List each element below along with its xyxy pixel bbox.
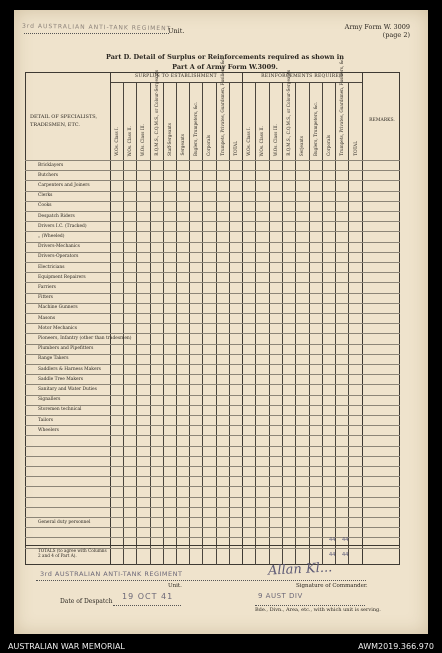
reinf-column-header [255, 86, 268, 156]
row-rule [25, 374, 400, 375]
form-title-line1: Part D. Detail of Surplus or Reinforcements required as shown in [105, 53, 344, 61]
row-rule [25, 405, 400, 406]
form-number [330, 23, 410, 39]
surplus-column-header-label: Trumpets, Privates, Guardsmen, Fusiliers, &c. [219, 57, 225, 156]
row-rule [25, 364, 400, 365]
form-title [80, 52, 370, 72]
row-rule [25, 313, 400, 314]
row-rule [25, 211, 400, 212]
row-rule [25, 180, 400, 181]
row-label: Farriers [38, 284, 56, 290]
row-rule [25, 160, 400, 161]
row-label: Tailors [38, 417, 54, 423]
surplus-column-header [110, 86, 123, 156]
totals-separator [25, 545, 400, 546]
row-label: „ (Wheeled) [38, 233, 65, 239]
unit-line [24, 33, 169, 34]
reinf-column-header-label: Serjeants [299, 135, 305, 156]
despatch-line [113, 605, 181, 606]
general-duty-label: General duty personnel [38, 519, 91, 525]
row-rule [25, 435, 400, 436]
row-label: Butchers [38, 172, 59, 178]
row-label: Carpenters and Joiners [38, 182, 90, 188]
row-rule [25, 221, 400, 222]
row-rule [25, 170, 400, 171]
row-label: Pioneers, Infantry (other than tradesmen) [38, 335, 132, 341]
footer-unit-label: Unit. [168, 583, 182, 589]
row-label: Electricians [38, 264, 65, 270]
row-label: Signallers [38, 397, 61, 403]
row-label: Saddlers & Harness Makers [38, 366, 101, 372]
row-label: Storemen technical [38, 407, 82, 413]
remarks-column-header: REMARKS. [369, 118, 395, 123]
surplus-column-header-label: R.Q.M.S., C.Q.M.S., or Colour-Sergeants [153, 70, 159, 156]
row-label: Motor Mechanics [38, 325, 77, 331]
commander-signature: Allan Kl... [267, 560, 333, 579]
detail-header-line2: TRADESMEN, ETC. [30, 122, 81, 128]
surplus-column-header [123, 86, 136, 156]
row-label: Bricklayers [38, 162, 64, 168]
reinf-column-header-label: W.Os. Class II. [259, 125, 265, 156]
totals-row-label: TOTALS (to agree with Columns 2 and 4 of Part A). [38, 548, 107, 558]
row-rule [25, 384, 400, 385]
row-rule [25, 507, 400, 508]
row-rule [25, 293, 400, 294]
archive-caption: AUSTRALIAN WAR MEMORIAL [8, 642, 125, 651]
reinforcements-group-rule [242, 82, 362, 83]
detail-column-header [30, 113, 115, 129]
form-title-line2: Part A of Army Form W.3009. [172, 63, 278, 71]
row-rule [25, 252, 400, 253]
row-rule [25, 323, 400, 324]
row-rule [25, 242, 400, 243]
row-label: Machine Gunners [38, 305, 78, 311]
row-rule [25, 446, 400, 447]
surplus-column-header-label: Buglers, Trumpeters, &c. [193, 101, 199, 156]
row-rule [25, 456, 400, 457]
row-label: Despatch Riders [38, 213, 75, 219]
tally-value: 44 [342, 552, 349, 558]
detail-header-line1: DETAIL OF SPECIALISTS, [30, 114, 98, 120]
reinf-column-header-label: W.Os. Class III. [272, 123, 278, 156]
row-rule [25, 527, 400, 528]
form-number-line1: Army Form W. 3009 [344, 23, 410, 31]
surplus-group-title: SURPLUS TO ESTABLISHMENT [135, 74, 217, 79]
bde-line [255, 605, 365, 606]
tally-value: 44 [329, 537, 336, 543]
row-label: Equipment Repairers [38, 274, 86, 280]
surplus-column-header [150, 70, 163, 156]
surplus-column-header-label: Sergeants [180, 134, 186, 156]
reinf-column-header-label: Buglers, Trumpeters, &c. [312, 101, 318, 156]
row-rule [25, 262, 400, 263]
archive-reference: AWM2019.366.970 [358, 642, 434, 651]
reinf-column-header-label: TOTAL [352, 141, 358, 156]
row-rule [25, 344, 400, 345]
row-rule [25, 425, 400, 426]
reinf-column-header [242, 86, 255, 156]
surplus-column-header [202, 86, 215, 156]
row-rule [25, 333, 400, 334]
reinforcements-group-title: REINFORCEMENTS REQUIRED [261, 74, 343, 79]
row-rule [25, 486, 400, 487]
row-rule [25, 466, 400, 467]
row-rule [25, 354, 400, 355]
row-label: Drivers I.C. (Tracked) [38, 223, 87, 229]
despatch-date-handwritten: 19 OCT 41 [122, 592, 174, 601]
reinf-column-header [335, 57, 348, 156]
unit-handwritten: 3rd AUSTRALIAN ANTI-TANK REGIMENT [40, 570, 183, 578]
surplus-column-header-label: W.Os. Class II. [127, 125, 133, 156]
row-label: Fitters [38, 295, 53, 301]
tally-value: 44 [342, 537, 349, 543]
row-rule [25, 231, 400, 232]
row-rule [25, 395, 400, 396]
row-label: Masons [38, 315, 56, 321]
reinf-column-header [348, 86, 361, 156]
row-label: Drivers-Operators [38, 254, 79, 260]
surplus-column-header-label: TOTAL [232, 141, 238, 156]
header-unit-label: Unit. [168, 27, 185, 35]
column-rule [362, 73, 363, 565]
row-label: Wheelers [38, 427, 59, 433]
reinf-column-header-label: R.Q.M.S., C.Q.M.S., or Colour-Sergeants [286, 70, 292, 156]
row-label: Saddle Tree Makers [38, 376, 83, 382]
tally-value: 44 [329, 552, 336, 558]
despatch-label: Date of Despatch [60, 598, 113, 605]
surplus-column-header [163, 86, 176, 156]
row-label: Range Takers [38, 356, 69, 362]
surplus-column-header [176, 86, 189, 156]
row-rule [25, 415, 400, 416]
footer-unit-line [36, 580, 366, 581]
signature-label: Signature of Commander. [296, 583, 368, 589]
row-label: Plumbers and Pipefitters [38, 346, 94, 352]
reinf-column-header-label: Trumpets, Privates, Guardsmen, Fusiliers, &c. [339, 57, 345, 156]
unit-stamp-text: 3rd AUSTRALIAN ANTI-TANK REGIMENT [21, 22, 172, 33]
division-handwritten: 9 AUST DIV [258, 592, 303, 600]
surplus-column-header [229, 86, 242, 156]
row-rule [25, 497, 400, 498]
form-number-line2: (page 2) [382, 31, 410, 39]
bde-label: Bde., Divn., Area, etc., with which unit is serving. [255, 607, 381, 613]
row-rule [25, 476, 400, 477]
row-label: Cooks [38, 203, 52, 209]
surplus-column-header-label: Staff-Sergeants [166, 123, 172, 156]
row-rule [25, 282, 400, 283]
row-rule [25, 272, 400, 273]
reinf-column-header [309, 86, 322, 156]
reinf-column-header-label: Corporals [325, 135, 331, 156]
row-rule [25, 303, 400, 304]
reinf-column-header [269, 86, 282, 156]
row-label: Drivers-Mechanics [38, 244, 80, 250]
row-rule [25, 201, 400, 202]
reinf-column-header [295, 86, 308, 156]
row-label: Sanitary and Water Duties [38, 386, 97, 392]
row-rule [25, 517, 400, 518]
row-label: Clerks [38, 193, 53, 199]
reinf-column-header [282, 70, 295, 156]
surplus-column-header [189, 86, 202, 156]
surplus-column-header-label: W.Os. Class III. [140, 123, 146, 156]
surplus-column-header [216, 57, 229, 156]
surplus-column-header [136, 86, 149, 156]
reinf-column-header-label: W.Os. Class I. [246, 127, 252, 156]
surplus-column-header-label: W.Os. Class I. [114, 127, 120, 156]
reinf-column-header [322, 86, 335, 156]
row-rule [25, 191, 400, 192]
surplus-column-header-label: Corporals [206, 135, 212, 156]
